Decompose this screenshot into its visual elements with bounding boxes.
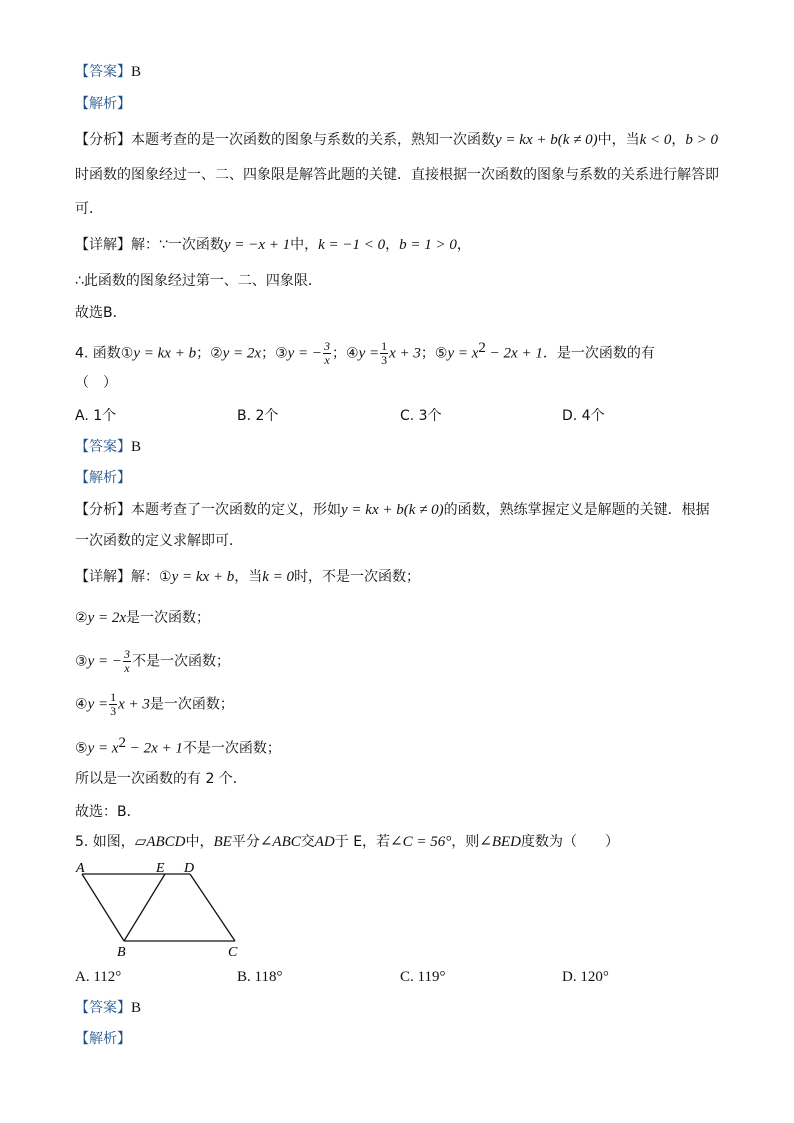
answer-tag: 【答案】 — [75, 439, 131, 455]
text: 度数为（ ） — [520, 834, 619, 850]
formula: BE — [213, 834, 232, 850]
formula: y = — [87, 696, 109, 713]
fenxi-tag: 【分析】 — [75, 502, 131, 518]
text: 于 E，若 — [334, 834, 391, 850]
q4-xiangjie-1 — [75, 567, 420, 587]
q5-answer — [75, 998, 141, 1018]
segment-be — [124, 874, 165, 941]
formula: y = − — [287, 345, 323, 362]
label-b: B — [117, 945, 126, 958]
text: 中， — [185, 834, 214, 850]
formula: ∠BED — [479, 834, 521, 850]
q4-paren: （ ） — [75, 375, 117, 391]
text: 平分 — [231, 834, 260, 850]
q4-option-c: C. 3个 — [400, 408, 442, 424]
q4-option-a: A. 1个 — [75, 408, 117, 424]
formula: k = −1 < 0 — [318, 237, 386, 253]
q4-option-d: D. 4个 — [562, 408, 605, 424]
q5-option-c: C. 119° — [400, 969, 446, 985]
q3-fenxi-line1 — [75, 130, 718, 150]
formula: y = − — [87, 653, 122, 670]
q3-xiangjie — [75, 235, 471, 255]
label-c: C — [228, 945, 238, 958]
punct: ；② — [196, 345, 223, 362]
formula: y = x — [447, 345, 479, 362]
denominator: x — [324, 353, 330, 368]
formula: y = kx + b — [171, 569, 235, 585]
formula: y = 2x — [87, 610, 126, 626]
q4-xiangjie-4 — [75, 691, 234, 718]
answer-value: B — [131, 64, 142, 80]
q3-answer — [75, 62, 141, 82]
text: ② — [75, 610, 88, 626]
question-number: 5. 如图， — [75, 834, 135, 850]
formula: k < 0 — [639, 132, 672, 148]
q3-fenxi-line2: 时函数的图象经过一、二、四象限是解答此题的关键．直接根据一次函数的图象与系数的关系进行解答即 — [75, 167, 719, 183]
denominator: 3 — [110, 704, 117, 718]
label-a: A — [76, 861, 85, 876]
q3-choose: 故选B． — [75, 305, 127, 321]
formula: y = kx + b(k ≠ 0) — [341, 502, 444, 518]
question-number: 4. 函数① — [75, 345, 134, 362]
formula: − 2x + 1 — [485, 345, 543, 362]
formula: y = kx + b — [133, 345, 197, 362]
fraction — [109, 691, 117, 718]
text: ，当 — [234, 569, 263, 585]
q3-analysis-tag: 【解析】 — [75, 96, 131, 112]
label-d: D — [184, 861, 195, 876]
text: 是一次函数； — [149, 696, 234, 713]
denominator: 3 — [381, 353, 388, 368]
parallelogram-figure — [72, 858, 252, 958]
fenxi-text: 本题考查的是一次函数的图象与系数的关系，熟知一次函数 — [131, 132, 495, 148]
formula: k = 0 — [262, 569, 295, 585]
q5-option-d: D. 120° — [562, 969, 609, 985]
q3-therefore: ∴此函数的图象经过第一、二、四象限． — [75, 273, 322, 289]
fenxi-tag: 【分析】 — [75, 132, 131, 148]
text: 时，不是一次函数； — [294, 569, 421, 585]
formula: y = −x + 1 — [223, 237, 291, 253]
q4-xiangjie-3 — [75, 648, 230, 675]
formula: y = x — [87, 740, 119, 757]
formula: y = 2x — [222, 345, 262, 362]
edge-ba — [82, 874, 124, 941]
text: 解：∵一次函数 — [131, 237, 224, 253]
q4-analysis-tag: 【解析】 — [75, 470, 131, 486]
fenxi-text: 中，当 — [597, 132, 640, 148]
numerator: 1 — [110, 690, 117, 704]
exponent: 2 — [478, 340, 486, 356]
fraction — [380, 340, 388, 367]
formula: ▱ABCD — [134, 834, 186, 850]
fraction — [323, 340, 331, 367]
formula: b = 1 > 0 — [399, 237, 457, 253]
formula: x + 3 — [118, 696, 150, 713]
formula: b > 0 — [685, 132, 719, 148]
q5-option-a: A. 112° — [75, 969, 122, 985]
text: 不是一次函数； — [131, 653, 230, 670]
numerator: 3 — [123, 647, 130, 661]
text: 不是一次函数； — [182, 740, 281, 757]
q4-fenxi-line1 — [75, 500, 710, 520]
q4-xiangjie-5 — [75, 733, 281, 759]
punct: ， — [671, 132, 686, 148]
q4-fenxi-line2: 一次函数的定义求解即可． — [75, 533, 243, 549]
text: 本题考查了一次函数的定义，形如 — [131, 502, 341, 518]
xiangjie-tag: 【详解】 — [75, 237, 131, 253]
formula: ∠ABC — [259, 834, 301, 850]
q4-stem — [75, 338, 655, 367]
q5-stem — [75, 832, 619, 852]
q5-analysis-tag: 【解析】 — [75, 1031, 131, 1047]
fraction — [123, 648, 131, 675]
text: 的函数，熟练掌握定义是解题的关键．根据 — [443, 502, 710, 518]
punct: ；④ — [332, 345, 359, 362]
numerator: 3 — [324, 339, 331, 354]
text: ，则 — [451, 834, 480, 850]
q5-option-b: B. 118° — [237, 969, 283, 985]
formula: ∠C = 56° — [390, 834, 452, 850]
formula: x + 3 — [389, 345, 421, 362]
formula: − 2x + 1 — [126, 740, 183, 757]
q4-choose: 故选：B． — [75, 804, 141, 820]
q4-answer — [75, 437, 141, 457]
text: 是一次函数； — [126, 610, 210, 626]
exponent: 2 — [118, 735, 126, 751]
text: 中， — [290, 237, 319, 253]
text: 解：① — [131, 569, 172, 585]
punct: ， — [456, 237, 471, 253]
text: ④ — [75, 696, 88, 713]
formula: AD — [314, 834, 335, 850]
xiangjie-tag: 【详解】 — [75, 569, 131, 585]
denominator: x — [124, 661, 130, 675]
text: ．是一次函数的有 — [542, 345, 655, 362]
punct: ；⑤ — [420, 345, 448, 362]
text: ③ — [75, 653, 88, 670]
punct: ， — [385, 237, 400, 253]
formula: y = kx + b(k ≠ 0) — [495, 132, 598, 148]
text: 交 — [300, 834, 315, 850]
q4-summary: 所以是一次函数的有 2 个． — [75, 771, 247, 787]
punct: ；③ — [261, 345, 288, 362]
label-e: E — [156, 861, 165, 876]
numerator: 1 — [381, 339, 388, 354]
q4-option-b: B. 2个 — [237, 408, 279, 424]
q4-xiangjie-2 — [75, 608, 210, 628]
answer-value: B — [131, 1000, 142, 1016]
text: ⑤ — [75, 740, 88, 757]
q3-fenxi-line3: 可． — [75, 201, 103, 217]
edge-dc — [190, 874, 235, 941]
formula: y = — [358, 345, 380, 362]
answer-tag: 【答案】 — [75, 1000, 131, 1016]
answer-tag: 【答案】 — [75, 64, 131, 80]
answer-value: B — [131, 439, 142, 455]
